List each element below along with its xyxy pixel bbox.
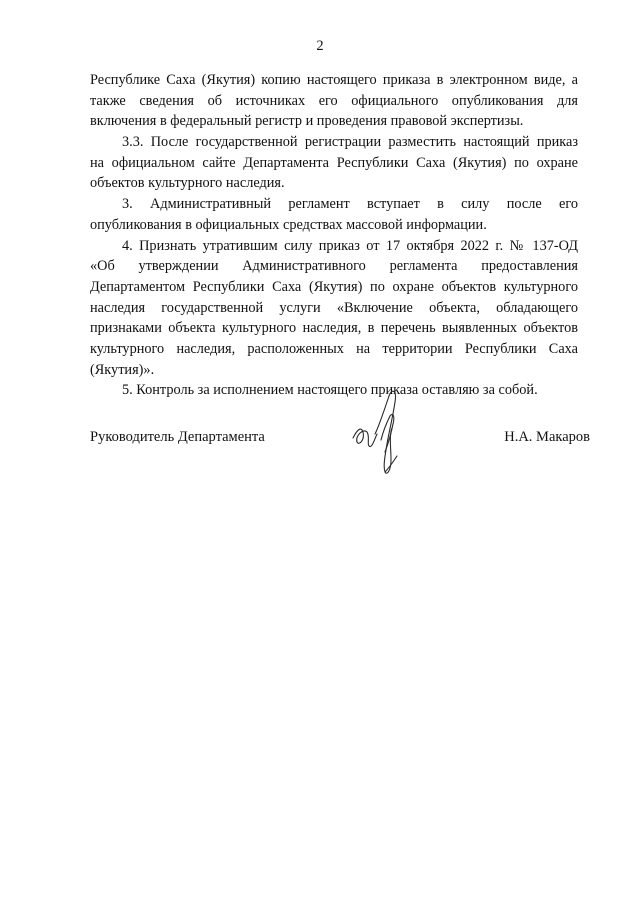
- signature-icon: [345, 386, 415, 476]
- paragraph-4-line-6: культурного наследия, расположенных на территории Республики Саха: [90, 340, 578, 357]
- signature-block: [90, 426, 590, 486]
- paragraph-1-line-1: Республике Саха (Якутия) копию настоящего приказа в электронном виде, а: [90, 72, 578, 88]
- paragraph-3-3-line-2: на официальном сайте Департамента Республики Саха (Якутия) по охране: [90, 154, 578, 171]
- paragraph-1-line-3: включения в федеральный регистр и проведения правовой экспертизы.: [90, 113, 524, 130]
- paragraph-3-3-line-3: объектов культурного наследия.: [90, 175, 285, 192]
- paragraph-4-line-2: «Об утверждении Административного регламента предоставления: [90, 258, 578, 275]
- paragraph-5-line-1: 5. Контроль за исполнением настоящего приказа оставляю за собой.: [122, 382, 538, 399]
- paragraph-1-line-2: также сведения об источниках его официального опубликования для: [90, 92, 578, 109]
- signer-position: Руководитель Департамента: [90, 429, 265, 445]
- paragraph-3-3-line-1: 3.3. После государственной регистрации разместить настоящий приказ: [122, 134, 578, 151]
- paragraph-4-line-5: признаками объекта культурного наследия, в перечень выявленных объектов: [90, 320, 578, 337]
- document-body: [90, 70, 578, 401]
- signer-name: Н.А. Макаров: [504, 429, 590, 445]
- page-number: 2: [316, 38, 324, 54]
- paragraph-3-line-1: 3. Административный регламент вступает в силу после его: [122, 196, 578, 213]
- paragraph-4-line-1: 4. Признать утратившим силу приказ от 17 октября 2022 г. № 137-ОД: [122, 237, 578, 254]
- paragraph-4-line-4: наследия государственной услуги «Включение объекта, обладающего: [90, 299, 578, 316]
- paragraph-4-line-7: (Якутия)».: [90, 361, 155, 378]
- paragraph-4-line-3: Департаментом Республики Саха (Якутия) по охране объектов культурного: [90, 278, 578, 295]
- paragraph-3-line-2: опубликования в официальных средствах массовой информации.: [90, 216, 487, 233]
